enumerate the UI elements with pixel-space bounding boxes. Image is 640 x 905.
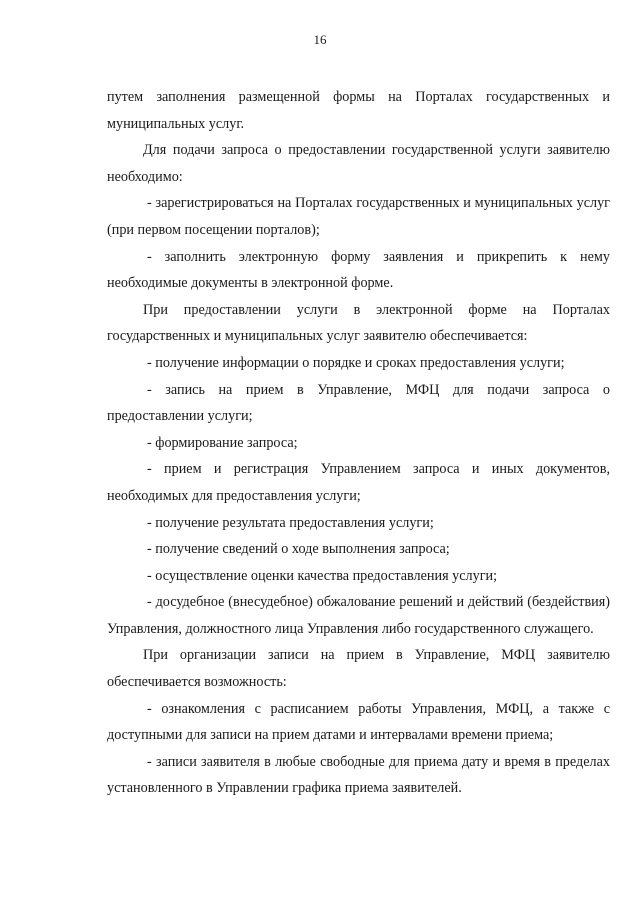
page-number: 16 — [313, 32, 327, 47]
list-item: - прием и регистрация Управлением запроса и иных документов, необходимых для предоставления услуги; — [107, 461, 610, 504]
list-item: - осуществление оценки качества предоставления услуги; — [147, 567, 498, 584]
list-item: - запись на прием в Управление, МФЦ для подачи запроса о предоставлении услуги; — [107, 381, 610, 425]
list-item: - получение сведений о ходе выполнения запроса; — [147, 541, 450, 558]
paragraph: путем заполнения размещенной формы на Порталах государственных и муниципальных услуг. — [107, 89, 610, 132]
list-item: - записи заявителя в любые свободные для приема дату и время в пределах установленного в Управлении графика приема заявителей. — [107, 753, 610, 797]
list-item: - досудебное (внесудебное) обжалование решений и действий (бездействия) Управления, должностного лица Управления либо государственного служащего. — [107, 594, 610, 637]
list-item: - ознакомления с расписанием работы Управления, МФЦ, а также с доступными для записи на прием датами и интервалами времени приема; — [107, 700, 610, 744]
paragraph: Для подачи запроса о предоставлении государственной услуги заявителю необходимо: — [107, 142, 610, 185]
paragraph: При организации записи на прием в Управление, МФЦ заявителю обеспечивается возможность: — [107, 647, 610, 691]
list-item: - заполнить электронную форму заявления и прикрепить к нему необходимые документы в электронной форме. — [107, 248, 610, 292]
list-item: - получение результата предоставления услуги; — [147, 514, 434, 531]
paragraph: При предоставлении услуги в электронной форме на Порталах государственных и муниципальных услуг заявителю обеспечивается: — [107, 301, 610, 345]
document-body — [107, 84, 610, 802]
list-item: - зарегистрироваться на Порталах государственных и муниципальных услуг (при первом посещении порталов); — [107, 195, 610, 238]
list-item: - формирование запроса; — [147, 434, 298, 451]
list-item: - получение информации о порядке и сроках предоставления услуги; — [147, 354, 565, 371]
